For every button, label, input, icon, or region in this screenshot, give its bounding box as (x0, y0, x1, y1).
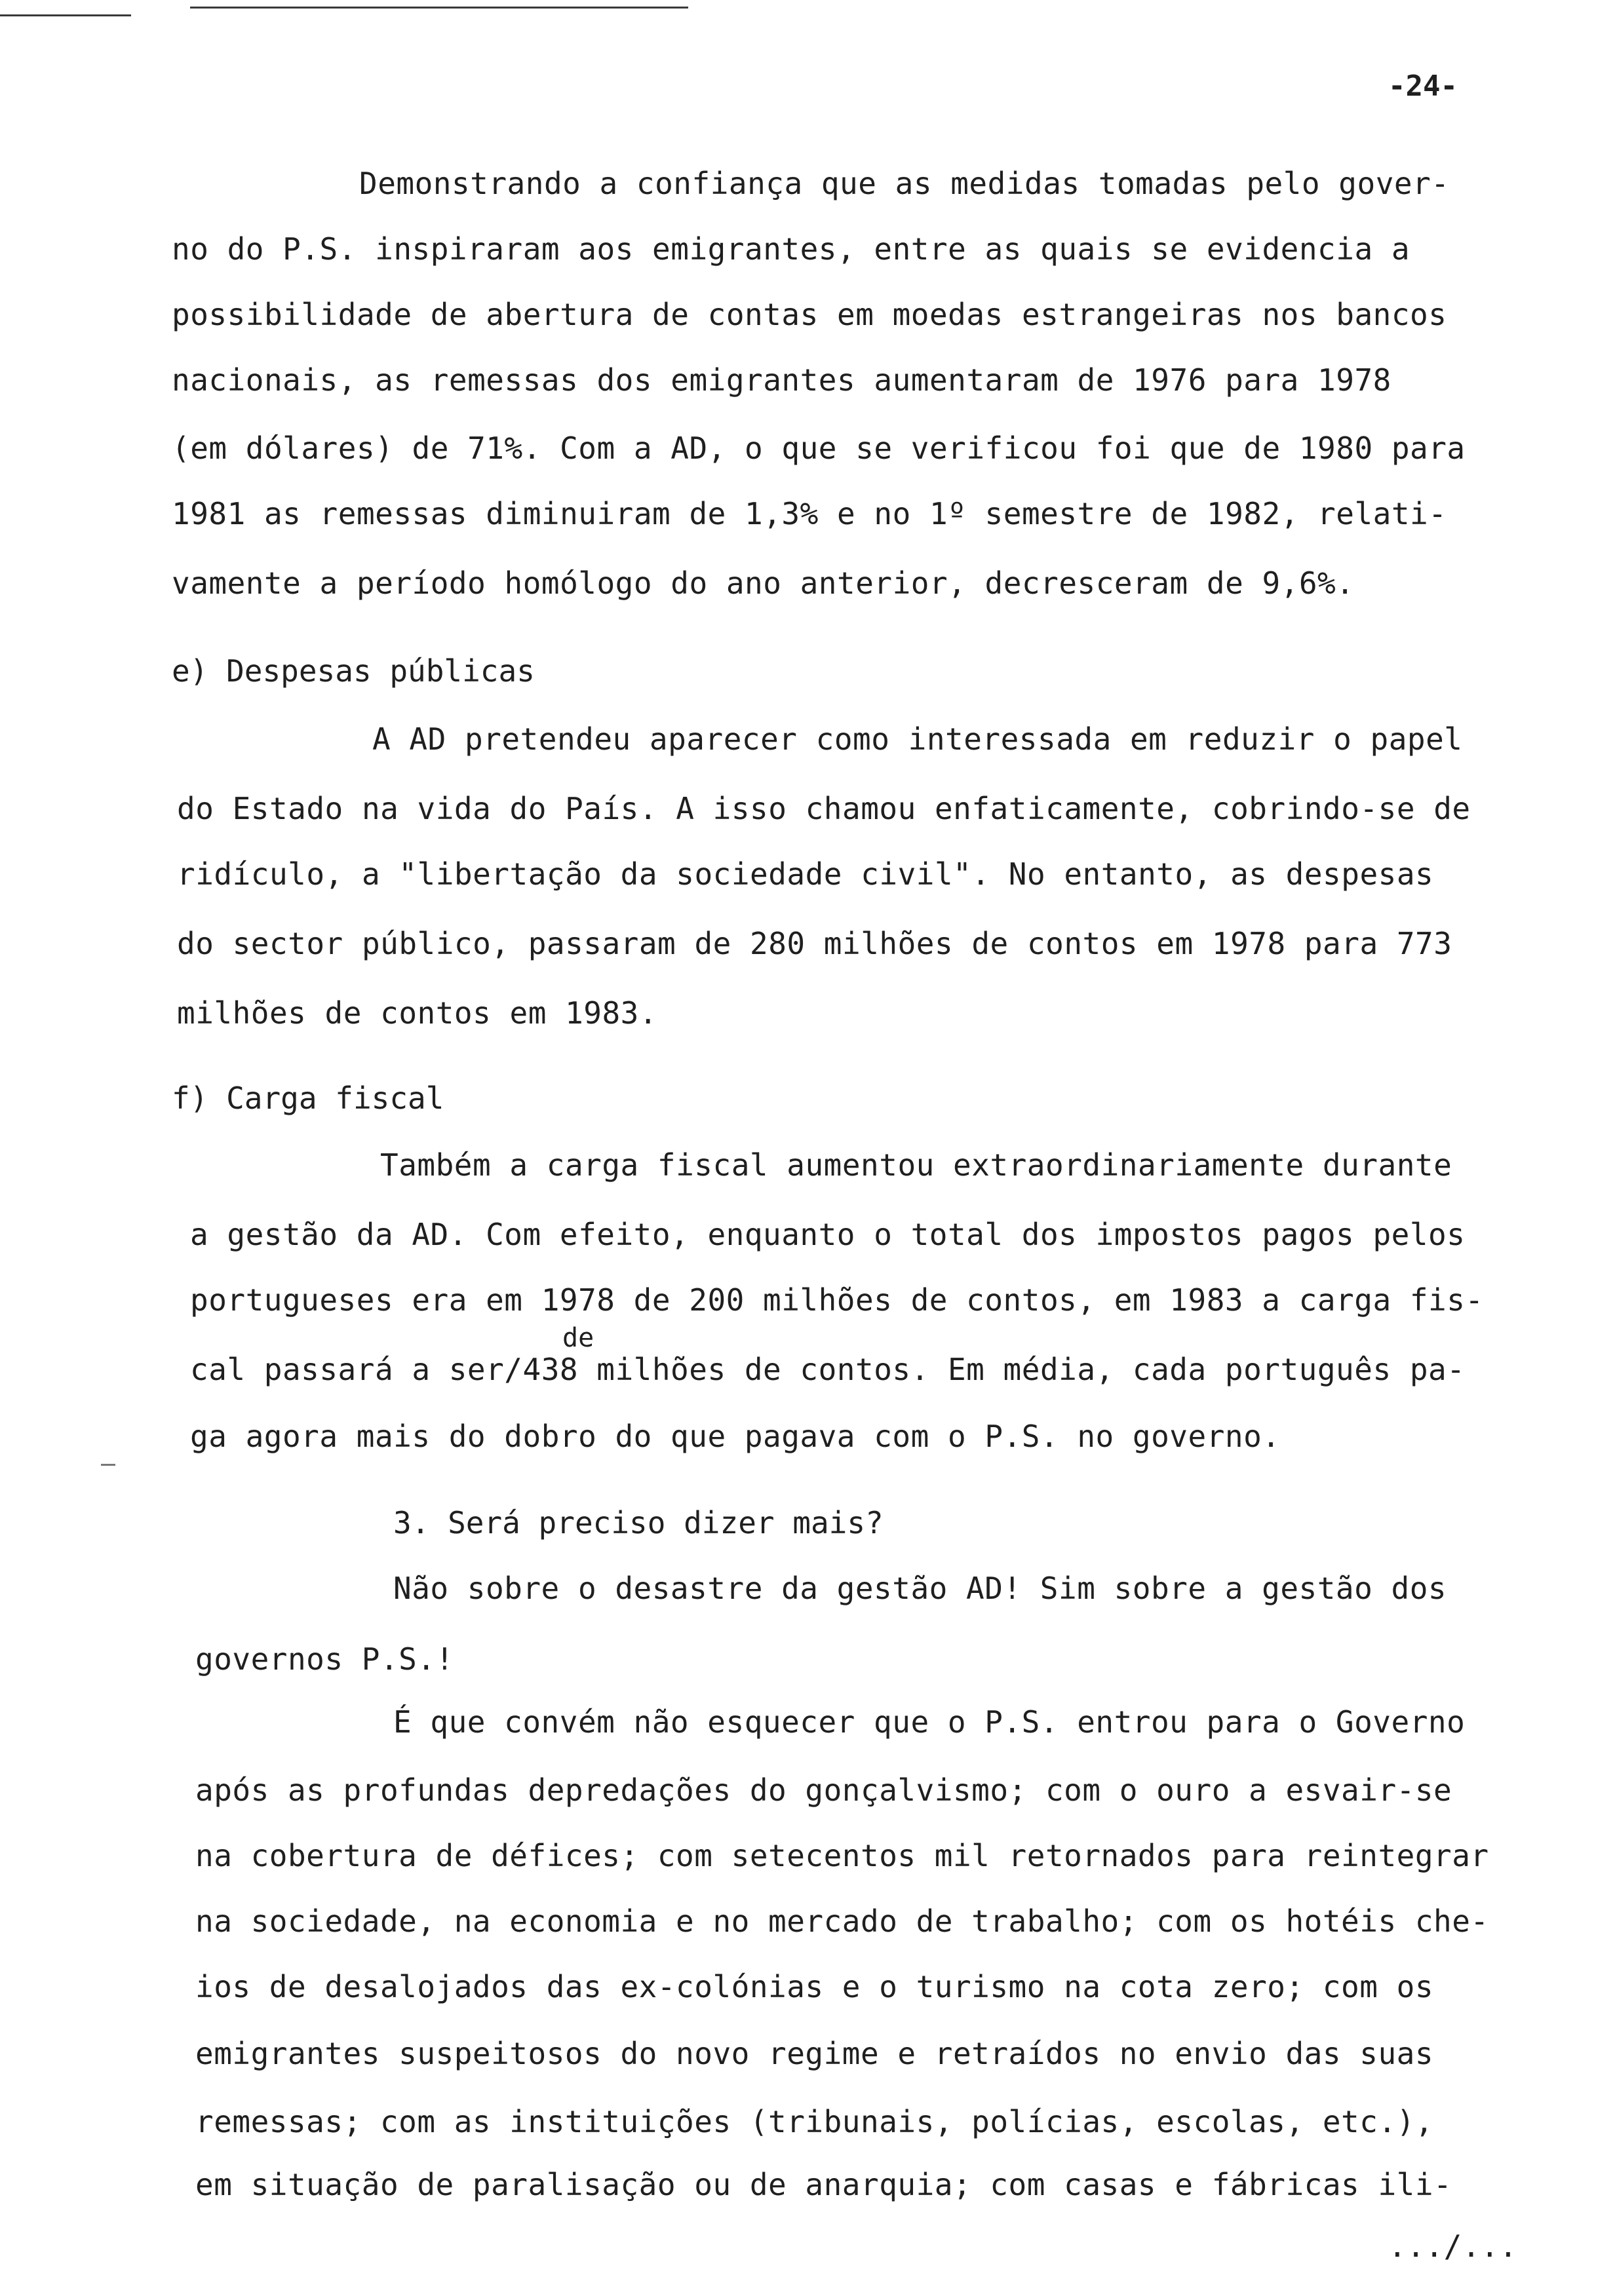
section-heading-tax-burden: f) Carga fiscal (172, 1081, 444, 1116)
text-line: 1981 as remessas diminuiram de 1,3% e no 1º semestre de 1982, relati- (172, 496, 1447, 531)
text-line: (em dólares) de 71%. Com a AD, o que se verificou foi que de 1980 para (172, 430, 1466, 466)
text-line: remessas; com as instituições (tribunais, polícias, escolas, etc.), (195, 2104, 1434, 2139)
text-line: emigrantes suspeitosos do novo regime e retraídos no envio das suas (195, 2036, 1434, 2071)
margin-mark (101, 1464, 115, 1466)
text-line: em situação de paralisação ou de anarquia; com casas e fábricas ili- (195, 2167, 1452, 2202)
text-line: cal passará a ser/438 milhões de contos. Em média, cada português pa- (190, 1352, 1466, 1387)
section-heading-question: 3. Será preciso dizer mais? (393, 1505, 884, 1540)
text-line: vamente a período homólogo do ano anterior, decresceram de 9,6%. (172, 565, 1355, 601)
text-line: a gestão da AD. Com efeito, enquanto o total dos impostos pagos pelos (190, 1217, 1466, 1252)
page-number: -24- (1388, 69, 1458, 103)
text-line: A AD pretendeu aparecer como interessada em reduzir o papel (372, 721, 1463, 757)
continuation-marker: .../... (1388, 2229, 1518, 2264)
text-line: do sector público, passaram de 280 milhões de contos em 1978 para 773 (177, 926, 1452, 961)
text-line: Não sobre o desastre da gestão AD! Sim sobre a gestão dos (393, 1571, 1447, 1606)
section-heading-public-expenditure: e) Despesas públicas (172, 653, 535, 689)
text-line: na cobertura de défices; com setecentos mil retornados para reintegrar (195, 1838, 1489, 1873)
text-line: ga agora mais do dobro do que pagava com o P.S. no governo. (190, 1419, 1281, 1454)
text-line: milhões de contos em 1983. (177, 995, 658, 1031)
text-line: Também a carga fiscal aumentou extraordinariamente durante (380, 1147, 1452, 1183)
handwritten-insertion: de (562, 1323, 594, 1353)
text-line: ridículo, a "libertação da sociedade civil". No entanto, as despesas (177, 856, 1434, 892)
top-rule-left (0, 14, 131, 16)
text-line: na sociedade, na economia e no mercado de trabalho; com os hotéis che- (195, 1904, 1489, 1939)
text-line: governos P.S.! (195, 1641, 454, 1677)
text-line: ios de desalojados das ex-colónias e o turismo na cota zero; com os (195, 1969, 1434, 2004)
text-line: do Estado na vida do País. A isso chamou enfaticamente, cobrindo-se de (177, 791, 1471, 826)
text-line: Demonstrando a confiança que as medidas tomadas pelo gover- (359, 166, 1450, 201)
top-rule-right (190, 7, 688, 9)
text-line: É que convém não esquecer que o P.S. entrou para o Governo (393, 1704, 1466, 1740)
text-line: no do P.S. inspiraram aos emigrantes, entre as quais se evidencia a (172, 231, 1411, 267)
text-line: portugueses era em 1978 de 200 milhões de contos, em 1983 a carga fis- (190, 1282, 1484, 1318)
text-line: possibilidade de abertura de contas em moedas estrangeiras nos bancos (172, 297, 1447, 332)
text-line: após as profundas depredações do gonçalvismo; com o ouro a esvair-se (195, 1772, 1452, 1808)
text-line: nacionais, as remessas dos emigrantes aumentaram de 1976 para 1978 (172, 362, 1391, 398)
